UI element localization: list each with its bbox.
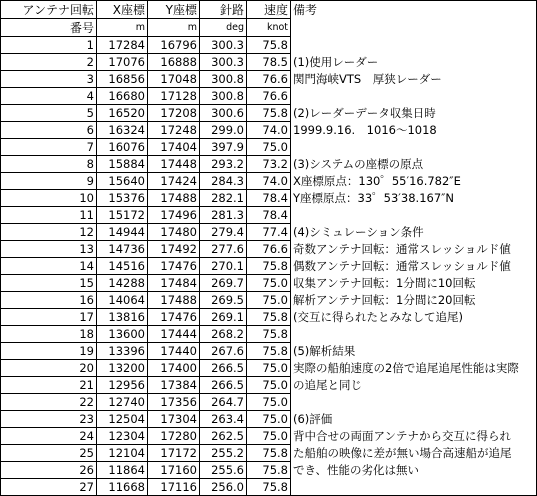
table-row <box>1 71 537 88</box>
unit-course: deg <box>200 19 247 37</box>
rotation-cell: 14 <box>1 258 97 275</box>
speed-cell: 76.6 <box>247 71 291 88</box>
course-cell: 279.4 <box>200 224 247 241</box>
course-cell: 397.9 <box>200 139 247 156</box>
table-row <box>1 122 537 139</box>
course-cell: 300.3 <box>200 37 247 54</box>
header-x: X座標 <box>97 1 148 19</box>
header-course: 針路 <box>200 1 247 19</box>
y-cell: 17488 <box>148 190 200 207</box>
speed-cell: 75.0 <box>247 275 291 292</box>
x-cell: 14288 <box>97 275 148 292</box>
table-row <box>1 207 537 224</box>
speed-cell: 75.8 <box>247 343 291 360</box>
x-cell: 13600 <box>97 326 148 343</box>
x-cell: 11668 <box>97 479 148 496</box>
unit-x: m <box>97 19 148 37</box>
course-cell: 269.5 <box>200 292 247 309</box>
x-cell: 14944 <box>97 224 148 241</box>
y-cell: 17488 <box>148 292 200 309</box>
rotation-cell: 17 <box>1 309 97 326</box>
x-cell: 12740 <box>97 394 148 411</box>
header-speed: 速度 <box>247 1 291 19</box>
remark-line: 収集アンテナ回転：1分間に10回転 <box>291 275 537 292</box>
course-cell: 277.6 <box>200 241 247 258</box>
x-cell: 12304 <box>97 428 148 445</box>
remark-line <box>291 139 537 156</box>
table-row <box>1 377 537 394</box>
speed-cell: 75.0 <box>247 360 291 377</box>
header-row-2 <box>1 19 537 37</box>
y-cell: 17476 <box>148 309 200 326</box>
x-cell: 16680 <box>97 88 148 105</box>
speed-cell: 75.0 <box>247 292 291 309</box>
course-cell: 300.8 <box>200 71 247 88</box>
remark-line: (4)シミュレーション条件 <box>291 224 537 241</box>
unit-speed: knot <box>247 19 291 37</box>
header-row-1 <box>1 1 537 19</box>
y-cell: 17208 <box>148 105 200 122</box>
speed-cell: 77.4 <box>247 224 291 241</box>
x-cell: 16856 <box>97 71 148 88</box>
table-row <box>1 292 537 309</box>
remark-line: 関門海峡VTS 厚狭レーダー <box>291 71 537 88</box>
table-row <box>1 462 537 479</box>
remark-line: の追尾と同じ <box>291 377 537 394</box>
course-cell: 255.6 <box>200 462 247 479</box>
table-row <box>1 428 537 445</box>
rotation-cell: 24 <box>1 428 97 445</box>
speed-cell: 76.6 <box>247 241 291 258</box>
remark-line <box>291 479 537 496</box>
x-cell: 12956 <box>97 377 148 394</box>
x-cell: 12504 <box>97 411 148 428</box>
table-row <box>1 258 537 275</box>
rotation-cell: 12 <box>1 224 97 241</box>
speed-cell: 78.4 <box>247 190 291 207</box>
table-row <box>1 88 537 105</box>
remark-line: 奇数アンテナ回転：通常スレッショルド値 <box>291 241 537 258</box>
x-cell: 15884 <box>97 156 148 173</box>
y-cell: 16888 <box>148 54 200 71</box>
table-row <box>1 105 537 122</box>
rotation-cell: 4 <box>1 88 97 105</box>
speed-cell: 75.8 <box>247 37 291 54</box>
remark-line: 解析アンテナ回転：1分間に20回転 <box>291 292 537 309</box>
x-cell: 14516 <box>97 258 148 275</box>
table-row <box>1 309 537 326</box>
speed-cell: 75.8 <box>247 105 291 122</box>
rotation-cell: 5 <box>1 105 97 122</box>
course-cell: 256.0 <box>200 479 247 496</box>
speed-cell: 75.8 <box>247 326 291 343</box>
rotation-cell: 2 <box>1 54 97 71</box>
remark-line: 背中合せの両面アンテナから交互に得られ <box>291 428 537 445</box>
speed-cell: 75.8 <box>247 445 291 462</box>
course-cell: 269.1 <box>200 309 247 326</box>
rotation-cell: 25 <box>1 445 97 462</box>
y-cell: 17404 <box>148 139 200 156</box>
course-cell: 263.4 <box>200 411 247 428</box>
remark-line: (1)使用レーダー <box>291 54 537 71</box>
rotation-cell: 13 <box>1 241 97 258</box>
y-cell: 17280 <box>148 428 200 445</box>
x-cell: 13816 <box>97 309 148 326</box>
y-cell: 17116 <box>148 479 200 496</box>
rotation-cell: 20 <box>1 360 97 377</box>
course-cell: 262.5 <box>200 428 247 445</box>
course-cell: 266.5 <box>200 377 247 394</box>
rotation-cell: 9 <box>1 173 97 190</box>
speed-cell: 75.0 <box>247 394 291 411</box>
course-cell: 281.3 <box>200 207 247 224</box>
table-row <box>1 173 537 190</box>
course-cell: 284.3 <box>200 173 247 190</box>
speed-cell: 75.8 <box>247 309 291 326</box>
rotation-cell: 7 <box>1 139 97 156</box>
x-cell: 14064 <box>97 292 148 309</box>
remark-line <box>291 207 537 224</box>
rotation-cell: 8 <box>1 156 97 173</box>
speed-cell: 74.0 <box>247 122 291 139</box>
remark-line: (2)レーダーデータ収集日時 <box>291 105 537 122</box>
course-cell: 269.7 <box>200 275 247 292</box>
remark-line: X座標原点：130゜55′16.782″E <box>291 173 537 190</box>
speed-cell: 74.0 <box>247 173 291 190</box>
speed-cell: 75.8 <box>247 462 291 479</box>
y-cell: 17496 <box>148 207 200 224</box>
table-row <box>1 343 537 360</box>
speed-cell: 75.0 <box>247 411 291 428</box>
table-row <box>1 411 537 428</box>
course-cell: 267.6 <box>200 343 247 360</box>
table-row <box>1 54 537 71</box>
remark-line: (6)評価 <box>291 411 537 428</box>
y-cell: 17444 <box>148 326 200 343</box>
remark-line: 1999.9.16. 1016～1018 <box>291 122 537 139</box>
y-cell: 17128 <box>148 88 200 105</box>
y-cell: 17476 <box>148 258 200 275</box>
rotation-cell: 26 <box>1 462 97 479</box>
course-cell: 300.6 <box>200 105 247 122</box>
course-cell: 300.3 <box>200 54 247 71</box>
x-cell: 14736 <box>97 241 148 258</box>
rotation-cell: 18 <box>1 326 97 343</box>
rotation-cell: 1 <box>1 37 97 54</box>
speed-cell: 75.0 <box>247 428 291 445</box>
x-cell: 17076 <box>97 54 148 71</box>
course-cell: 264.7 <box>200 394 247 411</box>
table-row <box>1 139 537 156</box>
course-cell: 266.5 <box>200 360 247 377</box>
speed-cell: 78.4 <box>247 207 291 224</box>
speed-cell: 78.5 <box>247 54 291 71</box>
remark-line: 偶数アンテナ回転：通常スレッショルド値 <box>291 258 537 275</box>
table-row <box>1 241 537 258</box>
table-row <box>1 326 537 343</box>
speed-cell: 75.8 <box>247 258 291 275</box>
x-cell: 13200 <box>97 360 148 377</box>
table-row <box>1 479 537 496</box>
speed-cell: 75.0 <box>247 377 291 394</box>
header-number: 番号 <box>1 19 97 37</box>
remark-line: 実際の船舶速度の2倍で追尾追尾性能は実際 <box>291 360 537 377</box>
table-row <box>1 360 537 377</box>
rotation-cell: 27 <box>1 479 97 496</box>
remark-line: た船舶の映像に差が無い場合高速船が追尾 <box>291 445 537 462</box>
course-cell: 299.0 <box>200 122 247 139</box>
y-cell: 17448 <box>148 156 200 173</box>
table-row <box>1 275 537 292</box>
rotation-cell: 6 <box>1 122 97 139</box>
remark-line: (5)解析結果 <box>291 343 537 360</box>
table-row <box>1 394 537 411</box>
rotation-cell: 10 <box>1 190 97 207</box>
remark-line: でき、性能の劣化は無い <box>291 462 537 479</box>
y-cell: 17048 <box>148 71 200 88</box>
course-cell: 268.2 <box>200 326 247 343</box>
header-rotation: アンテナ回転 <box>1 1 97 19</box>
rotation-cell: 11 <box>1 207 97 224</box>
course-cell: 255.2 <box>200 445 247 462</box>
x-cell: 16520 <box>97 105 148 122</box>
rotation-cell: 19 <box>1 343 97 360</box>
x-cell: 11864 <box>97 462 148 479</box>
remark-line: (交互に得られたとみなして追尾) <box>291 309 537 326</box>
remark-line <box>291 37 537 54</box>
y-cell: 17492 <box>148 241 200 258</box>
header-remarks-blank <box>291 19 537 37</box>
table-row <box>1 445 537 462</box>
x-cell: 15376 <box>97 190 148 207</box>
speed-cell: 75.8 <box>247 479 291 496</box>
x-cell: 13396 <box>97 343 148 360</box>
x-cell: 15172 <box>97 207 148 224</box>
remark-line: Y座標原点：33゜53′38.167″N <box>291 190 537 207</box>
y-cell: 16796 <box>148 37 200 54</box>
course-cell: 300.8 <box>200 88 247 105</box>
x-cell: 12104 <box>97 445 148 462</box>
rotation-cell: 22 <box>1 394 97 411</box>
header-y: Y座標 <box>148 1 200 19</box>
unit-y: m <box>148 19 200 37</box>
y-cell: 17248 <box>148 122 200 139</box>
remark-line <box>291 394 537 411</box>
remark-line <box>291 326 537 343</box>
y-cell: 17304 <box>148 411 200 428</box>
y-cell: 17356 <box>148 394 200 411</box>
course-cell: 293.2 <box>200 156 247 173</box>
x-cell: 17284 <box>97 37 148 54</box>
y-cell: 17480 <box>148 224 200 241</box>
rotation-cell: 16 <box>1 292 97 309</box>
table-row <box>1 37 537 54</box>
course-cell: 282.1 <box>200 190 247 207</box>
rotation-cell: 3 <box>1 71 97 88</box>
y-cell: 17172 <box>148 445 200 462</box>
y-cell: 17440 <box>148 343 200 360</box>
speed-cell: 76.6 <box>247 88 291 105</box>
x-cell: 15640 <box>97 173 148 190</box>
y-cell: 17400 <box>148 360 200 377</box>
table-row <box>1 224 537 241</box>
table-row <box>1 190 537 207</box>
x-cell: 16076 <box>97 139 148 156</box>
rotation-cell: 21 <box>1 377 97 394</box>
speed-cell: 75.0 <box>247 139 291 156</box>
remark-line <box>291 88 537 105</box>
remark-line: (3)システムの座標の原点 <box>291 156 537 173</box>
y-cell: 17424 <box>148 173 200 190</box>
y-cell: 17484 <box>148 275 200 292</box>
rotation-cell: 23 <box>1 411 97 428</box>
y-cell: 17384 <box>148 377 200 394</box>
x-cell: 16324 <box>97 122 148 139</box>
course-cell: 270.1 <box>200 258 247 275</box>
y-cell: 17160 <box>148 462 200 479</box>
speed-cell: 73.2 <box>247 156 291 173</box>
header-remarks: 備考 <box>291 1 537 19</box>
table-row <box>1 156 537 173</box>
rotation-cell: 15 <box>1 275 97 292</box>
